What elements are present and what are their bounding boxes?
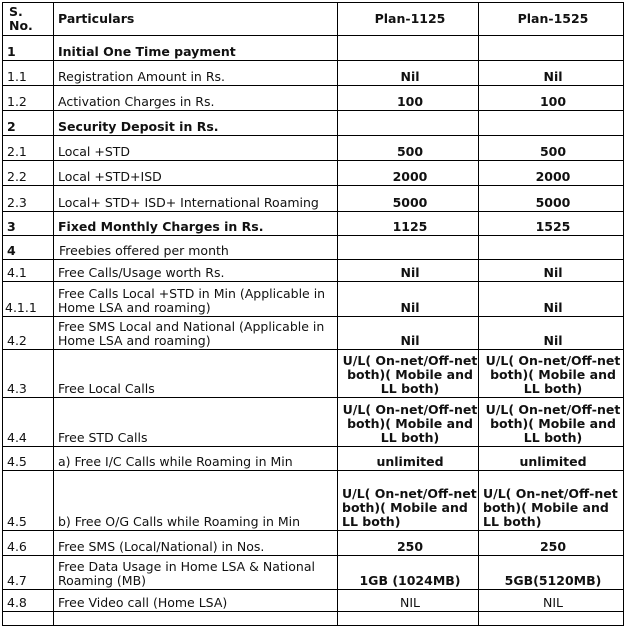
header-sno-line1: S.: [9, 3, 23, 19]
row-plan-1525: NIL: [479, 590, 624, 612]
row-plan-1125: [338, 236, 479, 260]
header-sno: [3, 3, 54, 36]
plan-comparison-table: [2, 2, 624, 626]
table-row: [3, 447, 624, 471]
row-particulars: Freebies offered per month: [54, 236, 338, 260]
header-plan-1525: Plan-1525: [479, 3, 624, 36]
row-plan-1525: U/L( On-net/Off-net both)( Mobile and LL both): [479, 398, 624, 447]
row-sno: 4.2: [3, 317, 54, 350]
table-row: [3, 136, 624, 161]
row-plan-1125: Nil: [338, 260, 479, 282]
table-row: [3, 186, 624, 212]
row-particulars: Local+ STD+ ISD+ International Roaming: [54, 186, 338, 212]
row-plan-1125: unlimited: [338, 447, 479, 471]
table-row: [3, 556, 624, 590]
table-row: [3, 111, 624, 136]
row-plan-1125: 5000: [338, 186, 479, 212]
row-plan-1525: 5000: [479, 186, 624, 212]
row-particulars: Free Data Usage in Home LSA & National Roaming (MB): [54, 556, 338, 590]
header-particulars: Particulars: [54, 3, 338, 36]
row-plan-1125: 2000: [338, 161, 479, 186]
row-plan-1525: 2000: [479, 161, 624, 186]
row-sno: 1.2: [3, 86, 54, 111]
row-plan-1125: Nil: [338, 282, 479, 317]
row-plan-1525: 100: [479, 86, 624, 111]
row-sno: 2.1: [3, 136, 54, 161]
row-particulars: Free Local Calls: [54, 350, 338, 398]
row-particulars: Free Calls/Usage worth Rs.: [54, 260, 338, 282]
row-particulars: Free Video call (Home LSA): [54, 590, 338, 612]
table-row: [3, 398, 624, 447]
table-row: [3, 36, 624, 61]
row-sno: 4.5: [3, 471, 54, 531]
row-sno: 4.1: [3, 260, 54, 282]
row-plan-1525: [479, 612, 624, 626]
row-particulars: Security Deposit in Rs.: [54, 111, 338, 136]
row-plan-1125: [338, 36, 479, 61]
row-sno: 3: [3, 212, 54, 236]
row-sno: 1.1: [3, 61, 54, 86]
row-sno: 2.3: [3, 186, 54, 212]
table-row: [3, 161, 624, 186]
table-row: [3, 350, 624, 398]
row-sno: 4.8: [3, 590, 54, 612]
row-plan-1125: NIL: [338, 590, 479, 612]
table-row-partial: [3, 612, 624, 626]
row-particulars: Local +STD: [54, 136, 338, 161]
row-particulars: Local +STD+ISD: [54, 161, 338, 186]
row-sno: 4.5: [3, 447, 54, 471]
table-row: [3, 317, 624, 350]
row-particulars: Free STD Calls: [54, 398, 338, 447]
row-particulars: Free SMS Local and National (Applicable in Home LSA and roaming): [54, 317, 338, 350]
row-particulars: Free SMS (Local/National) in Nos.: [54, 531, 338, 556]
table-row: [3, 212, 624, 236]
row-particulars: Free Calls Local +STD in Min (Applicable in Home LSA and roaming): [54, 282, 338, 317]
table-row: [3, 61, 624, 86]
row-plan-1125: U/L( On-net/Off-net both)( Mobile and LL both): [338, 398, 479, 447]
row-plan-1525: Nil: [479, 282, 624, 317]
table-header-row: [3, 3, 624, 36]
row-plan-1125: 250: [338, 531, 479, 556]
table-row: [3, 471, 624, 531]
row-plan-1525: Nil: [479, 317, 624, 350]
row-plan-1125: 100: [338, 86, 479, 111]
row-sno: 1: [3, 36, 54, 61]
table-row: [3, 590, 624, 612]
row-sno: 4.7: [3, 556, 54, 590]
row-sno: 4.3: [3, 350, 54, 398]
row-plan-1125: 1125: [338, 212, 479, 236]
row-particulars: Initial One Time payment: [54, 36, 338, 61]
row-particulars: [54, 612, 338, 626]
row-plan-1125: U/L( On-net/Off-net both)( Mobile and LL both): [338, 350, 479, 398]
row-particulars: Registration Amount in Rs.: [54, 61, 338, 86]
row-plan-1525: 5GB(5120MB): [479, 556, 624, 590]
table-row: [3, 531, 624, 556]
row-plan-1525: U/L( On-net/Off-net both)( Mobile and LL both): [479, 471, 624, 531]
row-plan-1525: 1525: [479, 212, 624, 236]
row-particulars: a) Free I/C Calls while Roaming in Min: [54, 447, 338, 471]
table-row: [3, 86, 624, 111]
row-plan-1525: [479, 236, 624, 260]
header-sno-line2: No.: [9, 17, 33, 33]
row-particulars: b) Free O/G Calls while Roaming in Min: [54, 471, 338, 531]
row-plan-1525: Nil: [479, 61, 624, 86]
header-plan-1125: Plan-1125: [338, 3, 479, 36]
row-plan-1125: 500: [338, 136, 479, 161]
row-plan-1525: Nil: [479, 260, 624, 282]
row-plan-1525: [479, 111, 624, 136]
row-plan-1125: Nil: [338, 61, 479, 86]
row-plan-1125: 1GB (1024MB): [338, 556, 479, 590]
row-plan-1125: [338, 111, 479, 136]
row-plan-1525: unlimited: [479, 447, 624, 471]
row-sno: 2: [3, 111, 54, 136]
row-plan-1525: 250: [479, 531, 624, 556]
row-sno: [3, 612, 54, 626]
row-sno: 4.4: [3, 398, 54, 447]
row-particulars: Fixed Monthly Charges in Rs.: [54, 212, 338, 236]
row-sno: 4.6: [3, 531, 54, 556]
row-plan-1525: [479, 36, 624, 61]
row-particulars: Activation Charges in Rs.: [54, 86, 338, 111]
row-sno: 4: [3, 236, 54, 260]
table-row: [3, 260, 624, 282]
row-sno: 2.2: [3, 161, 54, 186]
row-plan-1125: Nil: [338, 317, 479, 350]
table-row: [3, 282, 624, 317]
row-plan-1525: U/L( On-net/Off-net both)( Mobile and LL both): [479, 350, 624, 398]
row-plan-1125: [338, 612, 479, 626]
row-sno: 4.1.1: [3, 282, 54, 317]
row-plan-1125: U/L( On-net/Off-net both)( Mobile and LL both): [338, 471, 479, 531]
row-plan-1525: 500: [479, 136, 624, 161]
table-row: [3, 236, 624, 260]
